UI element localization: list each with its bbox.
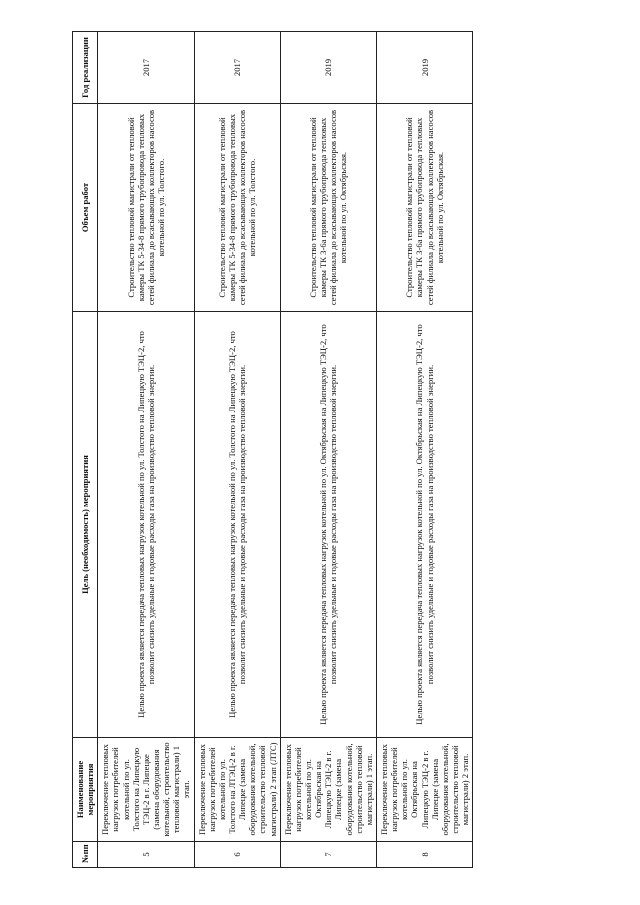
header-work: Объем работ — [73, 104, 98, 312]
cell-year: 2017 — [98, 32, 194, 104]
cell-year: 2019 — [376, 32, 472, 104]
cell-goal: Целью проекта является передача тепловых нагрузок котельной по ул. Толстого на Липецкую ТЭЦ-2, что позволит снизить удельные и годовые расходы газа на производство тепловой энергии. — [98, 312, 194, 738]
header-num: №пп — [73, 842, 98, 868]
cell-name: Переключение тепловых нагрузок потребителей котельной по ул. Толстого на ЛТЭЦ-2 в г. Липецке (замена оборудования котельной, строительство тепловой магистрали) 2 этап (ЛТС) — [194, 738, 280, 842]
cell-work: Строительство тепловой магистрали от тепловой камеры ТК 3-6а прямого трубопровода тепловых сетей филиала до всасывающих коллекторов насосов котельной по ул. Октябрьская. — [376, 104, 472, 312]
rotated-table-container — [72, 32, 471, 868]
cell-num: 7 — [280, 842, 376, 868]
header-name: Наименование мероприятия — [73, 738, 98, 842]
table-row — [280, 32, 376, 868]
cell-goal: Целью проекта является передача тепловых нагрузок котельной по ул. Толстого на Липецкую ТЭЦ-2, что позволит снизить удельные и годовые расходы газа на производство тепловой энергии. — [194, 312, 280, 738]
cell-name: Переключение тепловых нагрузок потребителей котельной по ул. Октябрьская на Липецкую ТЭЦ-2 в г. Липецке (замена оборудования котельной, строительство тепловой магистрали) 2 этап. — [376, 738, 472, 842]
header-year: Год реализации — [73, 32, 98, 104]
cell-goal: Целью проекта является передача тепловых нагрузок котельной по ул. Октябрьская на Липецкую ТЭЦ-2, что позволит снизить удельные и годовые расходы газа на производство тепловой энергии. — [376, 312, 472, 738]
table-row — [376, 32, 472, 868]
cell-name: Переключение тепловых нагрузок потребителей котельной по ул. Толстого на Липецкую ТЭЦ-2 в г. Липецке (замена оборудования котельной, строительство тепловой магистрали) 1 этап. — [98, 738, 194, 842]
cell-num: 5 — [98, 842, 194, 868]
cell-num: 8 — [376, 842, 472, 868]
cell-work: Строительство тепловой магистрали от тепловой камеры ТК 5-34-8 прямого трубопровода тепловых сетей филиала до всасывающих коллекторов насосов котельной по ул. Толстого. — [194, 104, 280, 312]
measures-table — [72, 31, 473, 868]
table-row — [98, 32, 194, 868]
cell-name: Переключение тепловых нагрузок потребителей котельной по ул. Октябрьская на Липецкую ТЭЦ-2 в г. Липецке (замена оборудования котельной, строительство тепловой магистрали) 1 этап. — [280, 738, 376, 842]
table-header-row — [73, 32, 98, 868]
cell-year: 2017 — [194, 32, 280, 104]
table-row — [194, 32, 280, 868]
cell-work: Строительство тепловой магистрали от тепловой камеры ТК 5-34-8 прямого трубопровода тепловых сетей филиала до всасывающих коллекторов насосов котельной по ул. Толстого. — [98, 104, 194, 312]
cell-goal: Целью проекта является передача тепловых нагрузок котельной по ул. Октябрьская на Липецкую ТЭЦ-2, что позволит снизить удельные и годовые расходы газа на производство тепловой энергии. — [280, 312, 376, 738]
cell-work: Строительство тепловой магистрали от тепловой камеры ТК 3-6а прямого трубопровода тепловых сетей филиала до всасывающих коллекторов насосов котельной по ул. Октябрьская. — [280, 104, 376, 312]
cell-num: 6 — [194, 842, 280, 868]
header-goal: Цель (необходимость) мероприятия — [73, 312, 98, 738]
cell-year: 2019 — [280, 32, 376, 104]
